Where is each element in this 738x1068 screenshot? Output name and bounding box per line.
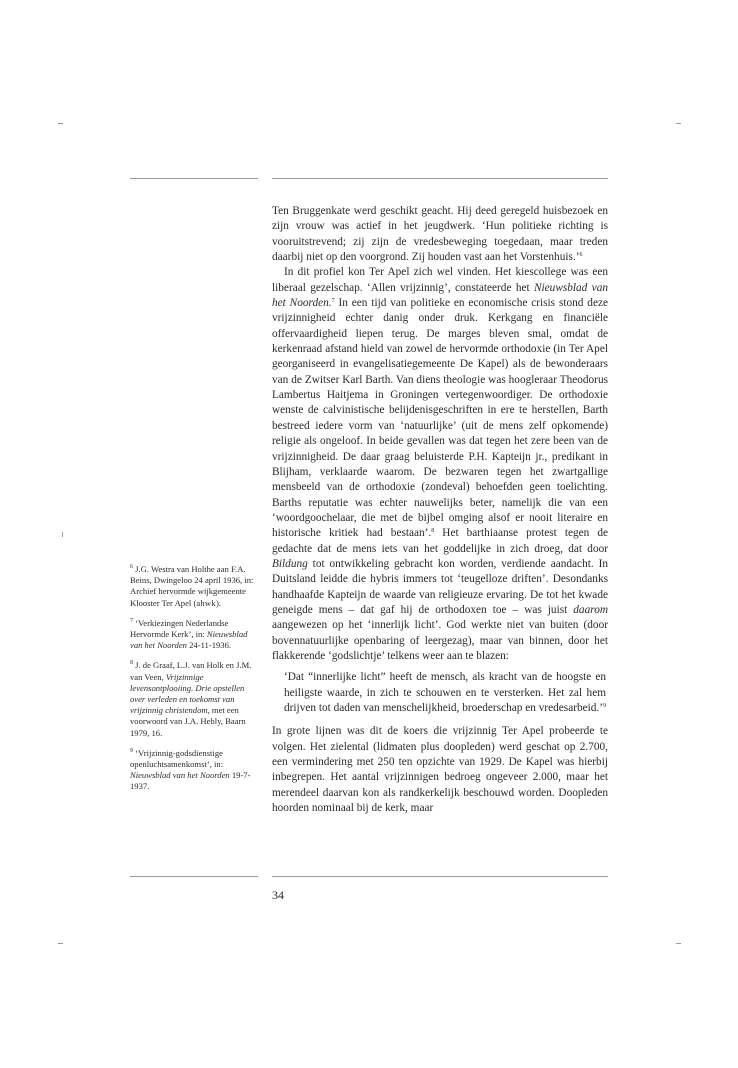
paragraph-1 — [272, 204, 608, 265]
paragraph-1-text: Ten Bruggenkate werd geschikt geacht. Hij deed geregeld huisbezoek en zijn vrouw was actief in het jeugdwerk. ‘Hun politieke richting is vooruitstrevend; zij zijn de vredesbeweging toegedaan, maar treden daarbij niet op den voorgrond. Zij houden vast aan het Vorstenhuis.’ — [272, 205, 608, 264]
paragraph-2-text-d: tot ontwikkeling gebracht kon worden, verdiende aandacht. In Duitsland leidde die hybris immers tot ‘teugelloze driften’. Desondanks handhaafde Kapteijn de waarde van religieuze ervaring. De tot het kwade geneigde mens – dat gaf hij de orthodoxen toe – was juist — [272, 557, 608, 616]
footnote-text-end: met een voorwoord van J.A. Hebly, Baarn 1979, 16. — [130, 705, 246, 738]
page-number: 34 — [272, 888, 284, 902]
footnote-text-end: 19-7-1937. — [130, 770, 251, 792]
crop-mark-bottom-left — [58, 943, 63, 944]
footnote-9 — [130, 748, 258, 793]
footnote-number: 9 — [130, 747, 133, 754]
footnote-small-caps: ahwk — [196, 597, 216, 608]
paragraph-2-text-a: In dit profiel kon Ter Apel zich wel vinden. Het kiescollege was een liberaal gezelschap. ‘Allen vrijzinnig’, constateerde het — [272, 266, 608, 294]
footnote-text: ‘Vrijzinnig-godsdienstige openluchtsamenkomst’, in: — [130, 747, 224, 770]
paragraph-2-italic-bildung: Bildung — [272, 557, 308, 570]
footnote-ref-7[interactable]: 7 — [331, 298, 335, 305]
block-quote — [284, 670, 606, 716]
crop-mark-top-right — [676, 123, 681, 124]
footer-rule-main — [272, 876, 608, 877]
footnote-text-end: 24-11-1936. — [186, 640, 232, 651]
footnote-text: J. de Graaf, L.J. van Holk en J.M. van Veen, — [130, 660, 252, 682]
header-rule-main — [272, 178, 608, 179]
footer-rule-notes — [130, 876, 258, 877]
footnote-6 — [130, 564, 258, 609]
footnote-text: ‘Verkiezingen Nederlandse Hervormde Kerk’, in: — [130, 617, 229, 640]
crop-mark-left-middle — [62, 532, 63, 537]
paragraph-3 — [272, 724, 608, 816]
footnote-ref-9[interactable]: 9 — [603, 703, 607, 709]
footnote-8 — [130, 660, 258, 738]
footnotes-column — [130, 564, 258, 802]
footnote-text: J.G. Westra van Holthe aan F.A. Beins, Dwingeloo 24 april 1936, in: Archief hervormde wijkgemeente Klooster Ter Apel ( — [130, 564, 254, 608]
main-text-column — [272, 204, 608, 816]
paragraph-3-text: In grote lijnen was dit de koers die vrijzinnig Ter Apel probeerde te volgen. Het zielental (lidmaten plus doopleden) werd geschat op 2.700, een vermindering met 250 ten opzichte van 1929. De Kapel was hierbij inbegrepen. Het aantal vrijzinnigen bedroeg ongeveer 2.000, maar het merendeel daarvan kon als randkerkelijk beschouwd worden. Doopleden hoorden nominaal bij de kerk, maar — [272, 725, 608, 815]
footnote-ref-8[interactable]: 8 — [431, 528, 435, 535]
paragraph-2-italic-daarom: daarom — [573, 603, 608, 616]
crop-mark-top-left — [58, 123, 63, 124]
footnote-number: 8 — [130, 660, 133, 667]
paragraph-2-italic-newspaper: Nieuwsblad van het Noorden. — [272, 281, 608, 310]
paragraph-2-text-e: aangewezen op het ‘innerlijk licht’. God werkte niet van buiten (door bovennatuurlijke openbaring of leergezag), maar van binnen, door het flakkerende ‘godslichtje’ telkens weer aan te blazen: — [272, 619, 608, 662]
paragraph-2-text-c: Het barthiaanse protest tegen de gedachte dat de mens iets van het goddelijke in zich droeg, dat door — [272, 527, 608, 555]
footnote-text-end: ). — [215, 597, 221, 608]
footnote-number: 7 — [130, 617, 133, 624]
footnote-number: 6 — [130, 564, 133, 570]
block-quote-text: ‘Dat “innerlijke licht” heeft de mensch, als kracht van de hoogste en heiligste waarde, in zich te schouwen en te versterken. Het zal hem drijven tot daden van menschelijkheid, broederschap en vredesarbeid.’ — [284, 671, 606, 714]
footnote-7 — [130, 618, 258, 652]
footnote-ref-6[interactable]: 6 — [579, 252, 583, 259]
footnote-italic: Nieuwsblad van het Noorden — [130, 770, 230, 781]
footnote-italic: Nieuwsblad van het Noorden — [130, 629, 248, 651]
paragraph-2 — [272, 265, 608, 664]
crop-mark-bottom-right — [676, 943, 681, 944]
footnote-italic: Vrijzinnige levensontplooiing. Drie opstellen over verleden en toekomst van vrijzinnig christendom, — [130, 671, 245, 716]
paragraph-2-text-b: In een tijd van politieke en economische crisis stond deze vrijzinnigheid echter danig onder druk. Kerkgang en financiële offervaardigheid liepen terug. De marges bleven smal, omdat de kerkenraad afstand hield van zowel de hervormde orthodoxie (in Ter Apel georganiseerd in evangelisatiegemeente De Kapel) als de bewonderaars van de Zwitser Karl Barth. Van diens theologie was hoogleraar Theodorus Lambertus Haitjema in Groningen vertegenwoordiger. De orthodoxie wenste de calvinistische belijdenisgeschriften in ere te herstellen, Barth bestreed iedere vorm van ‘natuurlijke’ (uit de mens zelf opkomende) religie als ongeloof. In beide gevallen was dat tegen het zere been van de vrijzinnigheid. De daar graag beluisterde P.H. Kapteijn jr., predikant in Blijham, verklaarde waarom. De bezwaren tegen het zwartgallige mensbeeld van de orthodoxie (zondeval) behoefden geen toelichting. Barths reputatie was echter nauwelijks beter, namelijk die van een ‘woordgoochelaar, die met de bijbel omging alsof er nooit literaire en historische kritiek had bestaan’. — [272, 297, 608, 540]
header-rule-notes — [130, 178, 258, 179]
